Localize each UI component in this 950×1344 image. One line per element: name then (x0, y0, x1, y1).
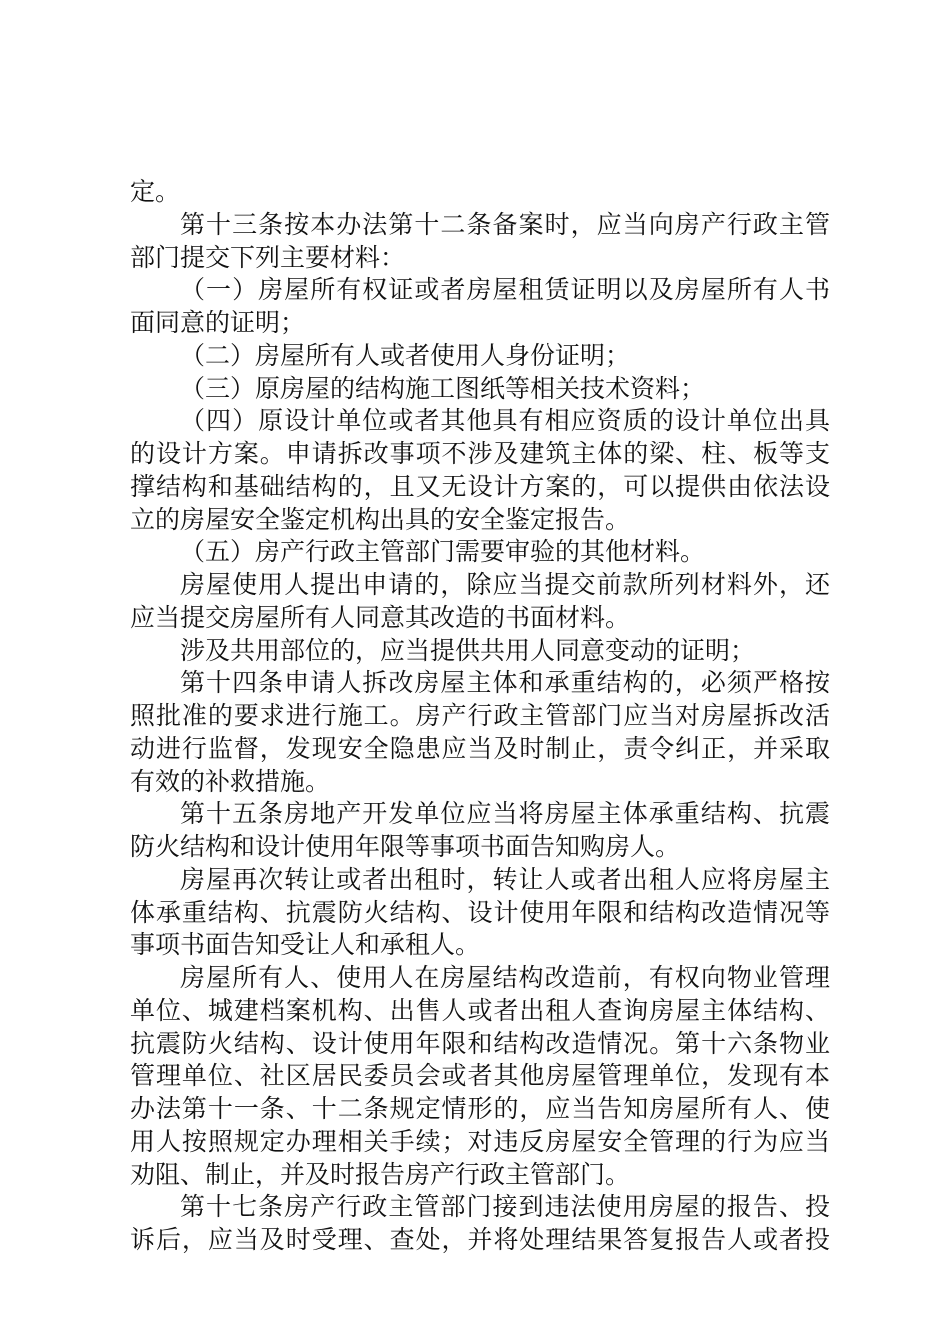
text-line: 第十五条房地产开发单位应当将房屋主体承重结构、抗震 (180, 799, 830, 828)
text-line: 有效的补救措施。 (130, 767, 331, 796)
text-line: 定。 (130, 177, 181, 206)
text-line: 用人按照规定办理相关手续；对违反房屋安全管理的行为应当 (130, 1127, 830, 1156)
text-line: 单位、城建档案机构、出售人或者出租人查询房屋主体结构、 (130, 996, 830, 1025)
text-line: 管理单位、社区居民委员会或者其他房屋管理单位，发现有本 (130, 1061, 830, 1090)
text-line: （三）原房屋的结构施工图纸等相关技术资料； (180, 374, 706, 403)
text-line: 第十七条房产行政主管部门接到违法使用房屋的报告、投 (180, 1192, 830, 1221)
text-line: 事项书面告知受让人和承租人。 (130, 930, 481, 959)
text-line: 面同意的证明； (130, 308, 306, 337)
text-line: 立的房屋安全鉴定机构出具的安全鉴定报告。 (130, 505, 631, 534)
text-line: 照批准的要求进行施工。房产行政主管部门应当对房屋拆改活 (130, 701, 830, 730)
text-line: （五）房产行政主管部门需要审验的其他材料。 (180, 537, 706, 566)
text-line: 房屋所有人、使用人在房屋结构改造前，有权向物业管理 (180, 963, 830, 992)
text-line: （四）原设计单位或者其他具有相应资质的设计单位出具 (180, 406, 830, 435)
text-line: 劝阻、制止，并及时报告房产行政主管部门。 (130, 1160, 631, 1189)
text-line: 抗震防火结构、设计使用年限和结构改造情况。第十六条物业 (130, 1029, 830, 1058)
text-line: 的设计方案。申请拆改事项不涉及建筑主体的梁、柱、板等支 (130, 439, 830, 468)
text-line: 应当提交房屋所有人同意其改造的书面材料。 (130, 603, 631, 632)
text-line: 办法第十一条、十二条规定情形的，应当告知房屋所有人、使 (130, 1094, 830, 1123)
text-line: 房屋使用人提出申请的，除应当提交前款所列材料外，还 (180, 570, 830, 599)
text-line: 部门提交下列主要材料： (130, 243, 406, 272)
text-line: 诉后，应当及时受理、查处，并将处理结果答复报告人或者投 (130, 1225, 830, 1254)
text-line: 体承重结构、抗震防火结构、设计使用年限和结构改造情况等 (130, 898, 830, 927)
text-line: 第十三条按本办法第十二条备案时，应当向房产行政主管 (180, 210, 830, 239)
text-line: 涉及共用部位的，应当提供共用人同意变动的证明； (180, 636, 756, 665)
text-line: 第十四条申请人拆改房屋主体和承重结构的，必须严格按 (180, 668, 830, 697)
text-line: （一）房屋所有权证或者房屋租赁证明以及房屋所有人书 (180, 275, 830, 304)
text-line: 撑结构和基础结构的，且又无设计方案的，可以提供由依法设 (130, 472, 830, 501)
text-line: （二）房屋所有人或者使用人身份证明； (180, 341, 631, 370)
text-line: 防火结构和设计使用年限等事项书面告知购房人。 (130, 832, 681, 861)
text-line: 动进行监督，发现安全隐患应当及时制止，责令纠正，并采取 (130, 734, 830, 763)
text-line: 房屋再次转让或者出租时，转让人或者出租人应将房屋主 (180, 865, 830, 894)
